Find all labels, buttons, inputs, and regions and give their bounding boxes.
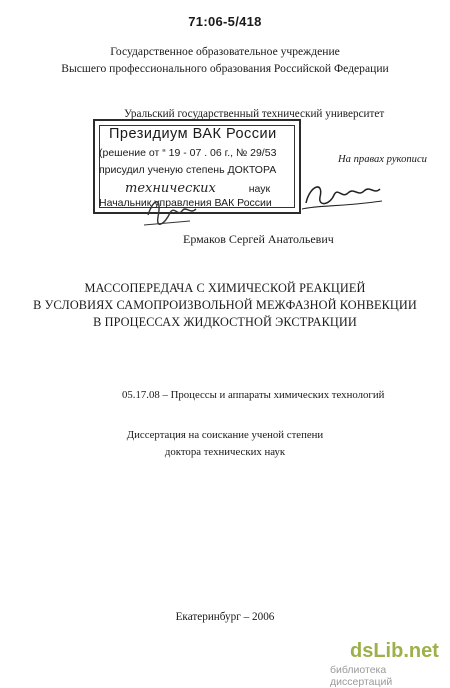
watermark-subtitle: библиотека диссертаций <box>330 664 393 688</box>
stamp-head: Начальник управления ВАК России <box>99 197 272 209</box>
stamp-field <box>99 181 270 196</box>
city-year: Екатеринбург – 2006 <box>175 611 275 623</box>
manuscript-rights: На правах рукописи <box>338 154 427 165</box>
stamp-field-suffix: наук <box>248 183 271 195</box>
specialty-code: 05.17.08 – Процессы и аппараты химических технологий <box>122 389 385 401</box>
stamp-field-handwritten: технических <box>125 181 216 196</box>
watermark-logo: dsLib.net <box>350 640 439 662</box>
institution-line-1: Государственное образовательное учреждение <box>110 45 340 58</box>
dissertation-degree-line-2: доктора технических наук <box>164 446 286 458</box>
document-code: 71:06-5/418 <box>188 14 262 29</box>
stamp-awarded: присудил ученую степень ДОКТОРА <box>99 164 277 176</box>
institution-line-2: Высшего профессионального образования Российской Федерации <box>61 62 389 75</box>
author-name: Ермаков Сергей Анатольевич <box>183 232 334 246</box>
stamp-title: Президиум ВАК России <box>109 126 277 142</box>
thesis-title-line-1: МАССОПЕРЕДАЧА С ХИМИЧЕСКОЙ РЕАКЦИЕЙ <box>84 281 366 295</box>
author-signature <box>300 175 385 217</box>
university-name: Уральский государственный технический университет <box>124 108 385 120</box>
stamp-decision: (решение от “ 19 - 07 . 06 г., № 29/53 <box>99 147 277 159</box>
thesis-title-line-2: В УСЛОВИЯХ САМОПРОИЗВОЛЬНОЙ МЕЖФАЗНОЙ КОНВЕКЦИИ <box>33 298 417 312</box>
thesis-title-line-3: В ПРОЦЕССАХ ЖИДКОСТНОЙ ЭКСТРАКЦИИ <box>93 315 357 329</box>
stamp-signature <box>140 195 200 235</box>
dissertation-degree-line-1: Диссертация на соискание ученой степени <box>126 429 324 441</box>
